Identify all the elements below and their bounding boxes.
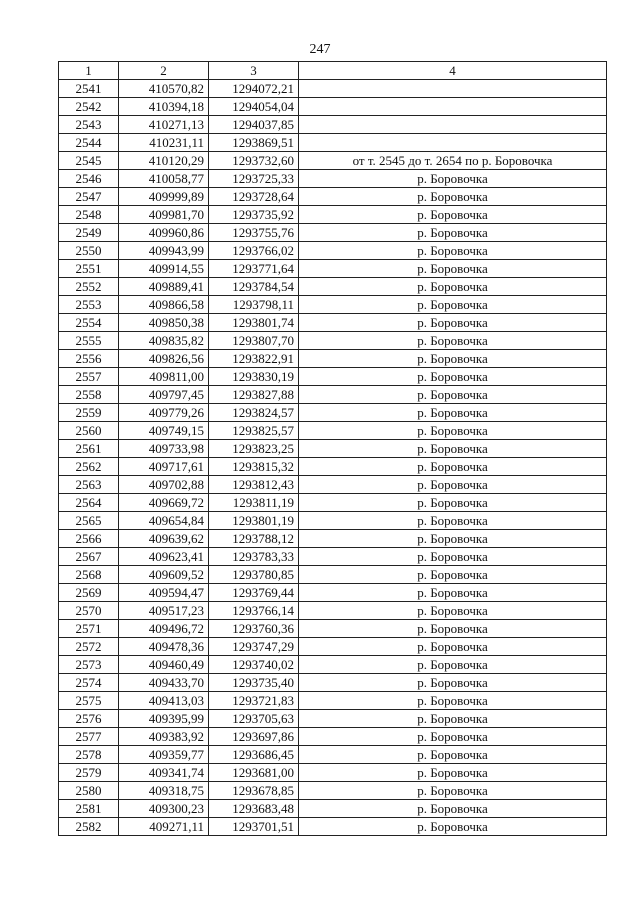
point-number-cell: 2554 (59, 314, 119, 332)
description-cell: р. Боровочка (299, 710, 607, 728)
table-row (59, 566, 607, 584)
point-number-cell: 2580 (59, 782, 119, 800)
x-coordinate-cell: 409478,36 (119, 638, 209, 656)
table-row (59, 692, 607, 710)
description-cell: р. Боровочка (299, 746, 607, 764)
description-cell: от т. 2545 до т. 2654 по р. Боровочка (299, 152, 607, 170)
table-row (59, 728, 607, 746)
table-row (59, 134, 607, 152)
description-cell: р. Боровочка (299, 692, 607, 710)
description-cell: р. Боровочка (299, 278, 607, 296)
table-row (59, 782, 607, 800)
table-row (59, 314, 607, 332)
description-cell: р. Боровочка (299, 296, 607, 314)
y-coordinate-cell: 1293678,85 (209, 782, 299, 800)
table-row (59, 548, 607, 566)
x-coordinate-cell: 410271,13 (119, 116, 209, 134)
point-number-cell: 2544 (59, 134, 119, 152)
y-coordinate-cell: 1293783,33 (209, 548, 299, 566)
table-row (59, 512, 607, 530)
x-coordinate-cell: 409300,23 (119, 800, 209, 818)
x-coordinate-cell: 409609,52 (119, 566, 209, 584)
x-coordinate-cell: 409271,11 (119, 818, 209, 836)
y-coordinate-cell: 1293728,64 (209, 188, 299, 206)
y-coordinate-cell: 1293735,92 (209, 206, 299, 224)
x-coordinate-cell: 409318,75 (119, 782, 209, 800)
description-cell: р. Боровочка (299, 458, 607, 476)
point-number-cell: 2553 (59, 296, 119, 314)
table-row (59, 602, 607, 620)
description-cell (299, 116, 607, 134)
y-coordinate-cell: 1293811,19 (209, 494, 299, 512)
description-cell: р. Боровочка (299, 638, 607, 656)
y-coordinate-cell: 1293766,14 (209, 602, 299, 620)
x-coordinate-cell: 409594,47 (119, 584, 209, 602)
x-coordinate-cell: 409733,98 (119, 440, 209, 458)
point-number-cell: 2548 (59, 206, 119, 224)
column-header-y: 3 (209, 62, 299, 80)
y-coordinate-cell: 1293784,54 (209, 278, 299, 296)
description-cell: р. Боровочка (299, 764, 607, 782)
x-coordinate-cell: 409866,58 (119, 296, 209, 314)
y-coordinate-cell: 1293766,02 (209, 242, 299, 260)
y-coordinate-cell: 1293807,70 (209, 332, 299, 350)
table-row (59, 458, 607, 476)
description-cell: р. Боровочка (299, 314, 607, 332)
point-number-cell: 2543 (59, 116, 119, 134)
y-coordinate-cell: 1294072,21 (209, 80, 299, 98)
column-header-description: 4 (299, 62, 607, 80)
description-cell: р. Боровочка (299, 800, 607, 818)
y-coordinate-cell: 1293732,60 (209, 152, 299, 170)
table-row (59, 476, 607, 494)
y-coordinate-cell: 1293798,11 (209, 296, 299, 314)
description-cell (299, 98, 607, 116)
table-row (59, 116, 607, 134)
y-coordinate-cell: 1293686,45 (209, 746, 299, 764)
description-cell: р. Боровочка (299, 170, 607, 188)
x-coordinate-cell: 409889,41 (119, 278, 209, 296)
table-row (59, 206, 607, 224)
x-coordinate-cell: 409496,72 (119, 620, 209, 638)
x-coordinate-cell: 409826,56 (119, 350, 209, 368)
table-row (59, 494, 607, 512)
page-number: 247 (309, 42, 331, 57)
point-number-cell: 2561 (59, 440, 119, 458)
x-coordinate-cell: 409999,89 (119, 188, 209, 206)
x-coordinate-cell: 409460,49 (119, 656, 209, 674)
description-cell: р. Боровочка (299, 206, 607, 224)
point-number-cell: 2575 (59, 692, 119, 710)
table-row (59, 332, 607, 350)
description-cell: р. Боровочка (299, 602, 607, 620)
x-coordinate-cell: 409669,72 (119, 494, 209, 512)
y-coordinate-cell: 1294054,04 (209, 98, 299, 116)
table-row (59, 674, 607, 692)
x-coordinate-cell: 409517,23 (119, 602, 209, 620)
point-number-cell: 2549 (59, 224, 119, 242)
x-coordinate-cell: 410231,11 (119, 134, 209, 152)
y-coordinate-cell: 1293825,57 (209, 422, 299, 440)
x-coordinate-cell: 409717,61 (119, 458, 209, 476)
y-coordinate-cell: 1293697,86 (209, 728, 299, 746)
point-number-cell: 2564 (59, 494, 119, 512)
x-coordinate-cell: 409413,03 (119, 692, 209, 710)
point-number-cell: 2582 (59, 818, 119, 836)
description-cell: р. Боровочка (299, 188, 607, 206)
x-coordinate-cell: 409749,15 (119, 422, 209, 440)
description-cell: р. Боровочка (299, 782, 607, 800)
description-cell: р. Боровочка (299, 476, 607, 494)
y-coordinate-cell: 1293801,74 (209, 314, 299, 332)
point-number-cell: 2542 (59, 98, 119, 116)
table-row (59, 368, 607, 386)
table-row (59, 818, 607, 836)
description-cell: р. Боровочка (299, 566, 607, 584)
column-header-x: 2 (119, 62, 209, 80)
coordinates-table (58, 61, 607, 836)
x-coordinate-cell: 409943,99 (119, 242, 209, 260)
description-cell: р. Боровочка (299, 494, 607, 512)
y-coordinate-cell: 1293771,64 (209, 260, 299, 278)
y-coordinate-cell: 1294037,85 (209, 116, 299, 134)
description-cell: р. Боровочка (299, 350, 607, 368)
x-coordinate-cell: 410058,77 (119, 170, 209, 188)
point-number-cell: 2550 (59, 242, 119, 260)
description-cell: р. Боровочка (299, 224, 607, 242)
y-coordinate-cell: 1293701,51 (209, 818, 299, 836)
table-row (59, 242, 607, 260)
point-number-cell: 2563 (59, 476, 119, 494)
point-number-cell: 2567 (59, 548, 119, 566)
x-coordinate-cell: 410394,18 (119, 98, 209, 116)
y-coordinate-cell: 1293769,44 (209, 584, 299, 602)
table-row (59, 80, 607, 98)
y-coordinate-cell: 1293681,00 (209, 764, 299, 782)
y-coordinate-cell: 1293683,48 (209, 800, 299, 818)
y-coordinate-cell: 1293869,51 (209, 134, 299, 152)
description-cell: р. Боровочка (299, 530, 607, 548)
description-cell: р. Боровочка (299, 386, 607, 404)
table-row (59, 98, 607, 116)
x-coordinate-cell: 409835,82 (119, 332, 209, 350)
table-row (59, 584, 607, 602)
point-number-cell: 2559 (59, 404, 119, 422)
x-coordinate-cell: 409797,45 (119, 386, 209, 404)
table-row (59, 350, 607, 368)
x-coordinate-cell: 409639,62 (119, 530, 209, 548)
description-cell: р. Боровочка (299, 422, 607, 440)
description-cell: р. Боровочка (299, 404, 607, 422)
table-row (59, 152, 607, 170)
x-coordinate-cell: 409850,38 (119, 314, 209, 332)
point-number-cell: 2556 (59, 350, 119, 368)
column-header-point: 1 (59, 62, 119, 80)
y-coordinate-cell: 1293705,63 (209, 710, 299, 728)
point-number-cell: 2558 (59, 386, 119, 404)
table-row (59, 170, 607, 188)
x-coordinate-cell: 409359,77 (119, 746, 209, 764)
table-row (59, 404, 607, 422)
x-coordinate-cell: 409395,99 (119, 710, 209, 728)
y-coordinate-cell: 1293760,36 (209, 620, 299, 638)
y-coordinate-cell: 1293823,25 (209, 440, 299, 458)
description-cell: р. Боровочка (299, 332, 607, 350)
y-coordinate-cell: 1293740,02 (209, 656, 299, 674)
y-coordinate-cell: 1293801,19 (209, 512, 299, 530)
description-cell: р. Боровочка (299, 440, 607, 458)
point-number-cell: 2574 (59, 674, 119, 692)
table-body (59, 80, 607, 836)
description-cell: р. Боровочка (299, 818, 607, 836)
point-number-cell: 2557 (59, 368, 119, 386)
description-cell: р. Боровочка (299, 242, 607, 260)
description-cell (299, 134, 607, 152)
y-coordinate-cell: 1293721,83 (209, 692, 299, 710)
x-coordinate-cell: 409383,92 (119, 728, 209, 746)
point-number-cell: 2568 (59, 566, 119, 584)
x-coordinate-cell: 409914,55 (119, 260, 209, 278)
point-number-cell: 2570 (59, 602, 119, 620)
point-number-cell: 2566 (59, 530, 119, 548)
table-row (59, 620, 607, 638)
x-coordinate-cell: 409341,74 (119, 764, 209, 782)
table-row (59, 278, 607, 296)
y-coordinate-cell: 1293815,32 (209, 458, 299, 476)
point-number-cell: 2545 (59, 152, 119, 170)
table-row (59, 764, 607, 782)
table-row (59, 296, 607, 314)
x-coordinate-cell: 410570,82 (119, 80, 209, 98)
y-coordinate-cell: 1293747,29 (209, 638, 299, 656)
description-cell: р. Боровочка (299, 512, 607, 530)
x-coordinate-cell: 409779,26 (119, 404, 209, 422)
table-row (59, 260, 607, 278)
table-row (59, 440, 607, 458)
description-cell: р. Боровочка (299, 260, 607, 278)
point-number-cell: 2581 (59, 800, 119, 818)
point-number-cell: 2562 (59, 458, 119, 476)
x-coordinate-cell: 410120,29 (119, 152, 209, 170)
description-cell: р. Боровочка (299, 548, 607, 566)
point-number-cell: 2555 (59, 332, 119, 350)
table-row (59, 710, 607, 728)
table-row (59, 188, 607, 206)
x-coordinate-cell: 409654,84 (119, 512, 209, 530)
point-number-cell: 2569 (59, 584, 119, 602)
description-cell: р. Боровочка (299, 368, 607, 386)
point-number-cell: 2577 (59, 728, 119, 746)
point-number-cell: 2552 (59, 278, 119, 296)
description-cell (299, 80, 607, 98)
table-header-row (59, 62, 607, 80)
y-coordinate-cell: 1293755,76 (209, 224, 299, 242)
description-cell: р. Боровочка (299, 656, 607, 674)
y-coordinate-cell: 1293822,91 (209, 350, 299, 368)
description-cell: р. Боровочка (299, 728, 607, 746)
point-number-cell: 2571 (59, 620, 119, 638)
y-coordinate-cell: 1293827,88 (209, 386, 299, 404)
point-number-cell: 2576 (59, 710, 119, 728)
y-coordinate-cell: 1293788,12 (209, 530, 299, 548)
x-coordinate-cell: 409433,70 (119, 674, 209, 692)
x-coordinate-cell: 409960,86 (119, 224, 209, 242)
table-row (59, 386, 607, 404)
x-coordinate-cell: 409811,00 (119, 368, 209, 386)
y-coordinate-cell: 1293830,19 (209, 368, 299, 386)
point-number-cell: 2551 (59, 260, 119, 278)
table-row (59, 638, 607, 656)
point-number-cell: 2546 (59, 170, 119, 188)
point-number-cell: 2547 (59, 188, 119, 206)
y-coordinate-cell: 1293780,85 (209, 566, 299, 584)
y-coordinate-cell: 1293812,43 (209, 476, 299, 494)
table-row (59, 224, 607, 242)
description-cell: р. Боровочка (299, 674, 607, 692)
point-number-cell: 2573 (59, 656, 119, 674)
point-number-cell: 2565 (59, 512, 119, 530)
x-coordinate-cell: 409702,88 (119, 476, 209, 494)
y-coordinate-cell: 1293824,57 (209, 404, 299, 422)
y-coordinate-cell: 1293735,40 (209, 674, 299, 692)
point-number-cell: 2560 (59, 422, 119, 440)
point-number-cell: 2541 (59, 80, 119, 98)
table-row (59, 422, 607, 440)
table-row (59, 746, 607, 764)
point-number-cell: 2572 (59, 638, 119, 656)
table-row (59, 800, 607, 818)
table-row (59, 530, 607, 548)
description-cell: р. Боровочка (299, 620, 607, 638)
table-row (59, 656, 607, 674)
x-coordinate-cell: 409623,41 (119, 548, 209, 566)
x-coordinate-cell: 409981,70 (119, 206, 209, 224)
point-number-cell: 2579 (59, 764, 119, 782)
description-cell: р. Боровочка (299, 584, 607, 602)
point-number-cell: 2578 (59, 746, 119, 764)
y-coordinate-cell: 1293725,33 (209, 170, 299, 188)
